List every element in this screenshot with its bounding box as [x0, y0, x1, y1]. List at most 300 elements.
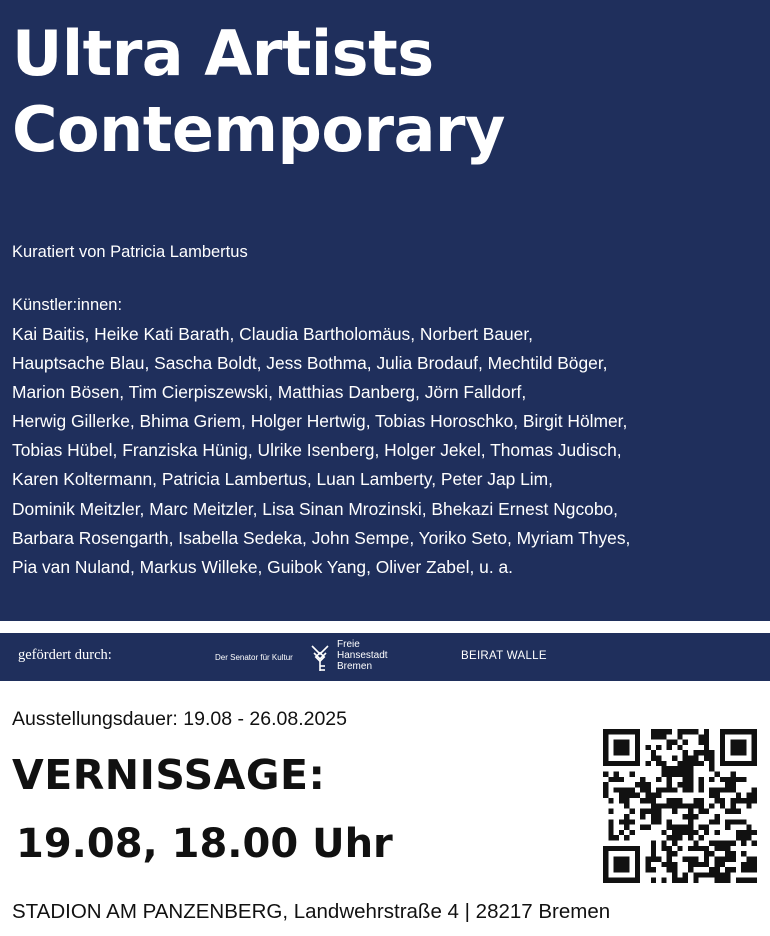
- qr-module: [677, 803, 682, 808]
- qr-module: [614, 835, 619, 840]
- qr-module: [619, 750, 624, 755]
- qr-module: [688, 771, 693, 776]
- qr-module: [603, 846, 608, 851]
- qr-module: [672, 830, 677, 835]
- qr-module: [715, 867, 720, 872]
- qr-module: [688, 846, 693, 851]
- qr-module: [683, 872, 688, 877]
- qr-module: [667, 867, 672, 872]
- qr-module: [704, 750, 709, 755]
- qr-module: [736, 830, 741, 835]
- qr-module: [630, 793, 635, 798]
- qr-module: [624, 846, 629, 851]
- qr-module: [736, 878, 741, 883]
- qr-module: [715, 841, 720, 846]
- hanse-line-2: Hansestadt: [337, 650, 388, 661]
- sponsor-bar: [0, 633, 770, 681]
- qr-module: [624, 729, 629, 734]
- qr-module: [603, 729, 608, 734]
- qr-module: [603, 862, 608, 867]
- qr-module: [677, 878, 682, 883]
- qr-module: [651, 856, 656, 861]
- qr-module: [619, 867, 624, 872]
- qr-module: [746, 825, 751, 830]
- qr-module: [699, 734, 704, 739]
- qr-module: [741, 745, 746, 750]
- qr-module: [651, 803, 656, 808]
- qr-module: [730, 803, 735, 808]
- qr-module: [614, 846, 619, 851]
- qr-module: [677, 729, 682, 734]
- qr-module: [619, 787, 624, 792]
- qr-module: [640, 782, 645, 787]
- qr-module: [688, 862, 693, 867]
- qr-module: [656, 734, 661, 739]
- qr-module: [720, 856, 725, 861]
- qr-module: [661, 766, 666, 771]
- qr-module: [688, 787, 693, 792]
- qr-module: [667, 745, 672, 750]
- qr-module: [715, 830, 720, 835]
- qr-module: [720, 756, 725, 761]
- qr-module: [709, 777, 714, 782]
- qr-module: [640, 809, 645, 814]
- qr-module: [645, 867, 650, 872]
- qr-module: [645, 862, 650, 867]
- qr-module: [752, 729, 757, 734]
- qr-module: [704, 740, 709, 745]
- artists-line: Pia van Nuland, Markus Willeke, Guibok Yang, Oliver Zabel, u. a.: [12, 556, 514, 577]
- qr-module: [624, 814, 629, 819]
- qr-module: [651, 729, 656, 734]
- artists-line: Karen Koltermann, Patricia Lambertus, Luan Lamberty, Peter Jap Lim,: [12, 469, 553, 490]
- qr-module: [645, 782, 650, 787]
- qr-module: [688, 777, 693, 782]
- qr-module: [672, 766, 677, 771]
- qr-module: [667, 825, 672, 830]
- qr-module: [667, 729, 672, 734]
- qr-module: [693, 814, 698, 819]
- qr-module: [741, 761, 746, 766]
- qr-module: [720, 846, 725, 851]
- qr-module: [699, 803, 704, 808]
- bremen-key-emblem-icon: [309, 644, 331, 674]
- qr-module: [709, 787, 714, 792]
- qr-module: [651, 878, 656, 883]
- qr-module: [677, 798, 682, 803]
- qr-module: [672, 841, 677, 846]
- artists-line: Herwig Gillerke, Bhima Griem, Holger Hertwig, Tobias Horoschko, Birgit Hölmer,: [12, 411, 628, 432]
- qr-module: [667, 766, 672, 771]
- qr-module: [720, 862, 725, 867]
- qr-module: [715, 878, 720, 883]
- qr-module: [624, 856, 629, 861]
- qr-module: [741, 851, 746, 856]
- qr-module: [645, 809, 650, 814]
- qr-module: [730, 851, 735, 856]
- qr-module: [677, 846, 682, 851]
- qr-module: [725, 878, 730, 883]
- qr-module: [619, 777, 624, 782]
- qr-module: [614, 729, 619, 734]
- qr-module: [746, 803, 751, 808]
- qr-module: [746, 761, 751, 766]
- qr-module: [725, 856, 730, 861]
- qr-module: [704, 856, 709, 861]
- qr-module: [630, 878, 635, 883]
- qr-module: [630, 819, 635, 824]
- qr-module: [651, 734, 656, 739]
- qr-module: [603, 878, 608, 883]
- qr-module: [730, 787, 735, 792]
- qr-module: [720, 745, 725, 750]
- artists-line: Dominik Meitzler, Marc Meitzler, Lisa Sinan Mrozinski, Bhekazi Ernest Ngcobo,: [12, 498, 618, 519]
- artists-line: Barbara Rosengarth, Isabella Sedeka, John Sempe, Yoriko Seto, Myriam Thyes,: [12, 527, 631, 548]
- qr-module: [693, 830, 698, 835]
- qr-module: [699, 825, 704, 830]
- qr-module: [699, 835, 704, 840]
- qr-module: [619, 740, 624, 745]
- qr-module: [672, 867, 677, 872]
- qr-module: [704, 729, 709, 734]
- qr-module: [635, 740, 640, 745]
- qr-module: [683, 825, 688, 830]
- qr-module: [603, 750, 608, 755]
- qr-module: [656, 809, 661, 814]
- qr-module: [645, 825, 650, 830]
- qr-module: [752, 745, 757, 750]
- qr-module: [656, 819, 661, 824]
- qr-module: [608, 809, 613, 814]
- qr-module: [603, 756, 608, 761]
- qr-module: [635, 782, 640, 787]
- qr-module: [614, 771, 619, 776]
- qr-module: [677, 734, 682, 739]
- qr-module: [725, 777, 730, 782]
- qr-module: [645, 745, 650, 750]
- qr-code-icon[interactable]: [603, 729, 757, 883]
- qr-module: [630, 787, 635, 792]
- qr-module: [635, 856, 640, 861]
- qr-module: [656, 729, 661, 734]
- qr-module: [614, 750, 619, 755]
- qr-module: [715, 787, 720, 792]
- qr-module: [635, 761, 640, 766]
- qr-module: [709, 841, 714, 846]
- qr-module: [624, 787, 629, 792]
- qr-module: [656, 793, 661, 798]
- qr-module: [693, 856, 698, 861]
- qr-module: [672, 798, 677, 803]
- artists-line: Marion Bösen, Tim Cierpiszewski, Matthias Danberg, Jörn Falldorf,: [12, 382, 527, 403]
- qr-module: [603, 856, 608, 861]
- qr-module: [704, 809, 709, 814]
- qr-module: [661, 862, 666, 867]
- qr-module: [683, 756, 688, 761]
- qr-module: [709, 793, 714, 798]
- qr-module: [672, 878, 677, 883]
- hansestadt-logo-text: [337, 639, 388, 672]
- qr-module: [677, 835, 682, 840]
- qr-module: [725, 867, 730, 872]
- qr-module: [736, 761, 741, 766]
- qr-module: [709, 819, 714, 824]
- qr-module: [645, 761, 650, 766]
- qr-module: [624, 740, 629, 745]
- qr-module: [603, 771, 608, 776]
- qr-module: [608, 777, 613, 782]
- qr-module: [603, 782, 608, 787]
- qr-module: [693, 878, 698, 883]
- qr-module: [730, 750, 735, 755]
- qr-module: [667, 835, 672, 840]
- qr-module: [677, 761, 682, 766]
- qr-module: [730, 761, 735, 766]
- qr-module: [672, 825, 677, 830]
- qr-module: [736, 809, 741, 814]
- qr-module: [699, 846, 704, 851]
- qr-module: [661, 734, 666, 739]
- qr-module: [730, 729, 735, 734]
- qr-module: [651, 793, 656, 798]
- qr-module: [672, 787, 677, 792]
- qr-module: [730, 782, 735, 787]
- qr-module: [746, 867, 751, 872]
- qr-module: [635, 878, 640, 883]
- qr-module: [683, 782, 688, 787]
- qr-module: [752, 756, 757, 761]
- qr-module: [704, 756, 709, 761]
- qr-module: [730, 809, 735, 814]
- qr-module: [635, 862, 640, 867]
- qr-module: [667, 856, 672, 861]
- qr-module: [635, 750, 640, 755]
- event-info: [0, 681, 770, 936]
- qr-module: [699, 761, 704, 766]
- qr-module: [699, 809, 704, 814]
- qr-module: [730, 740, 735, 745]
- qr-module: [619, 830, 624, 835]
- qr-module: [741, 835, 746, 840]
- qr-module: [667, 782, 672, 787]
- qr-module: [630, 830, 635, 835]
- qr-module: [635, 867, 640, 872]
- qr-module: [720, 740, 725, 745]
- qr-module: [725, 841, 730, 846]
- qr-module: [752, 793, 757, 798]
- qr-module: [736, 793, 741, 798]
- venue-address: STADION AM PANZENBERG, Landwehrstraße 4 | 28217 Bremen: [12, 900, 611, 923]
- qr-module: [672, 771, 677, 776]
- qr-module: [715, 856, 720, 861]
- qr-module: [603, 740, 608, 745]
- qr-module: [693, 862, 698, 867]
- qr-module: [725, 761, 730, 766]
- qr-module: [730, 867, 735, 872]
- qr-module: [635, 872, 640, 877]
- qr-module: [672, 803, 677, 808]
- qr-module: [661, 846, 666, 851]
- qr-module: [656, 814, 661, 819]
- qr-module: [730, 777, 735, 782]
- qr-module: [704, 872, 709, 877]
- qr-module: [730, 745, 735, 750]
- qr-module: [603, 734, 608, 739]
- artists-line: Hauptsache Blau, Sascha Boldt, Jess Bothma, Julia Brodauf, Mechtild Böger,: [12, 353, 608, 374]
- qr-module: [667, 771, 672, 776]
- qr-module: [688, 814, 693, 819]
- qr-module: [603, 867, 608, 872]
- qr-module: [614, 787, 619, 792]
- qr-module: [656, 856, 661, 861]
- qr-module: [661, 787, 666, 792]
- qr-module: [704, 846, 709, 851]
- qr-module: [693, 872, 698, 877]
- qr-module: [720, 798, 725, 803]
- qr-module: [688, 830, 693, 835]
- qr-module: [635, 851, 640, 856]
- qr-module: [752, 878, 757, 883]
- qr-module: [667, 846, 672, 851]
- qr-module: [619, 745, 624, 750]
- qr-module: [603, 745, 608, 750]
- qr-module: [645, 787, 650, 792]
- qr-module: [683, 766, 688, 771]
- qr-module: [640, 777, 645, 782]
- qr-module: [688, 867, 693, 872]
- qr-module: [699, 782, 704, 787]
- qr-module: [752, 862, 757, 867]
- qr-module: [725, 809, 730, 814]
- qr-module: [715, 846, 720, 851]
- qr-module: [667, 851, 672, 856]
- exhibition-duration: Ausstellungsdauer: 19.08 - 26.08.2025: [12, 708, 347, 730]
- qr-module: [699, 798, 704, 803]
- qr-module: [608, 825, 613, 830]
- qr-module: [746, 793, 751, 798]
- qr-module: [693, 729, 698, 734]
- qr-module: [624, 750, 629, 755]
- qr-module: [683, 787, 688, 792]
- qr-module: [645, 856, 650, 861]
- qr-module: [752, 761, 757, 766]
- qr-module: [667, 819, 672, 824]
- qr-module: [656, 803, 661, 808]
- qr-module: [630, 771, 635, 776]
- qr-module: [725, 782, 730, 787]
- qr-module: [677, 771, 682, 776]
- qr-module: [635, 745, 640, 750]
- qr-module: [603, 787, 608, 792]
- qr-module: [614, 761, 619, 766]
- qr-module: [720, 787, 725, 792]
- qr-module: [672, 756, 677, 761]
- hanse-line-3: Bremen: [337, 661, 373, 672]
- qr-module: [677, 825, 682, 830]
- qr-module: [683, 856, 688, 861]
- qr-module: [746, 835, 751, 840]
- qr-module: [624, 803, 629, 808]
- sponsor-label: gefördert durch:: [18, 647, 112, 663]
- qr-module: [661, 761, 666, 766]
- qr-module: [624, 825, 629, 830]
- qr-module: [619, 761, 624, 766]
- qr-module: [619, 729, 624, 734]
- qr-module: [730, 819, 735, 824]
- qr-module: [752, 787, 757, 792]
- qr-module: [672, 809, 677, 814]
- qr-module: [630, 846, 635, 851]
- qr-module: [624, 798, 629, 803]
- qr-module: [651, 814, 656, 819]
- qr-module: [688, 756, 693, 761]
- qr-module: [741, 750, 746, 755]
- qr-module: [720, 729, 725, 734]
- qr-module: [730, 771, 735, 776]
- qr-module: [614, 745, 619, 750]
- qr-module: [730, 841, 735, 846]
- qr-module: [736, 745, 741, 750]
- qr-module: [709, 851, 714, 856]
- qr-module: [667, 862, 672, 867]
- qr-module: [619, 798, 624, 803]
- qr-module: [720, 777, 725, 782]
- qr-module: [699, 872, 704, 877]
- qr-module: [683, 761, 688, 766]
- qr-module: [688, 809, 693, 814]
- beirat-logo-text: BEIRAT WALLE: [461, 650, 547, 662]
- qr-module: [704, 862, 709, 867]
- qr-module: [614, 867, 619, 872]
- qr-module: [725, 851, 730, 856]
- qr-module: [614, 856, 619, 861]
- qr-module: [603, 793, 608, 798]
- qr-module: [704, 745, 709, 750]
- qr-module: [720, 750, 725, 755]
- qr-module: [683, 777, 688, 782]
- qr-module: [741, 862, 746, 867]
- qr-module: [688, 803, 693, 808]
- qr-module: [683, 803, 688, 808]
- qr-module: [640, 787, 645, 792]
- qr-module: [736, 777, 741, 782]
- qr-module: [752, 841, 757, 846]
- qr-module: [624, 819, 629, 824]
- qr-module: [709, 766, 714, 771]
- qr-module: [630, 809, 635, 814]
- artists-list: [12, 320, 762, 582]
- qr-module: [608, 729, 613, 734]
- qr-module: [725, 846, 730, 851]
- qr-module: [715, 872, 720, 877]
- qr-module: [635, 734, 640, 739]
- qr-module: [704, 851, 709, 856]
- poster-title: [12, 16, 752, 168]
- qr-module: [619, 793, 624, 798]
- qr-module: [603, 851, 608, 856]
- hanse-line-1: Freie: [337, 639, 360, 650]
- qr-module: [709, 750, 714, 755]
- qr-module: [672, 872, 677, 877]
- qr-module: [635, 846, 640, 851]
- qr-module: [741, 841, 746, 846]
- qr-module: [651, 809, 656, 814]
- qr-module: [688, 761, 693, 766]
- qr-module: [752, 867, 757, 872]
- qr-module: [661, 803, 666, 808]
- qr-module: [709, 872, 714, 877]
- qr-module: [725, 872, 730, 877]
